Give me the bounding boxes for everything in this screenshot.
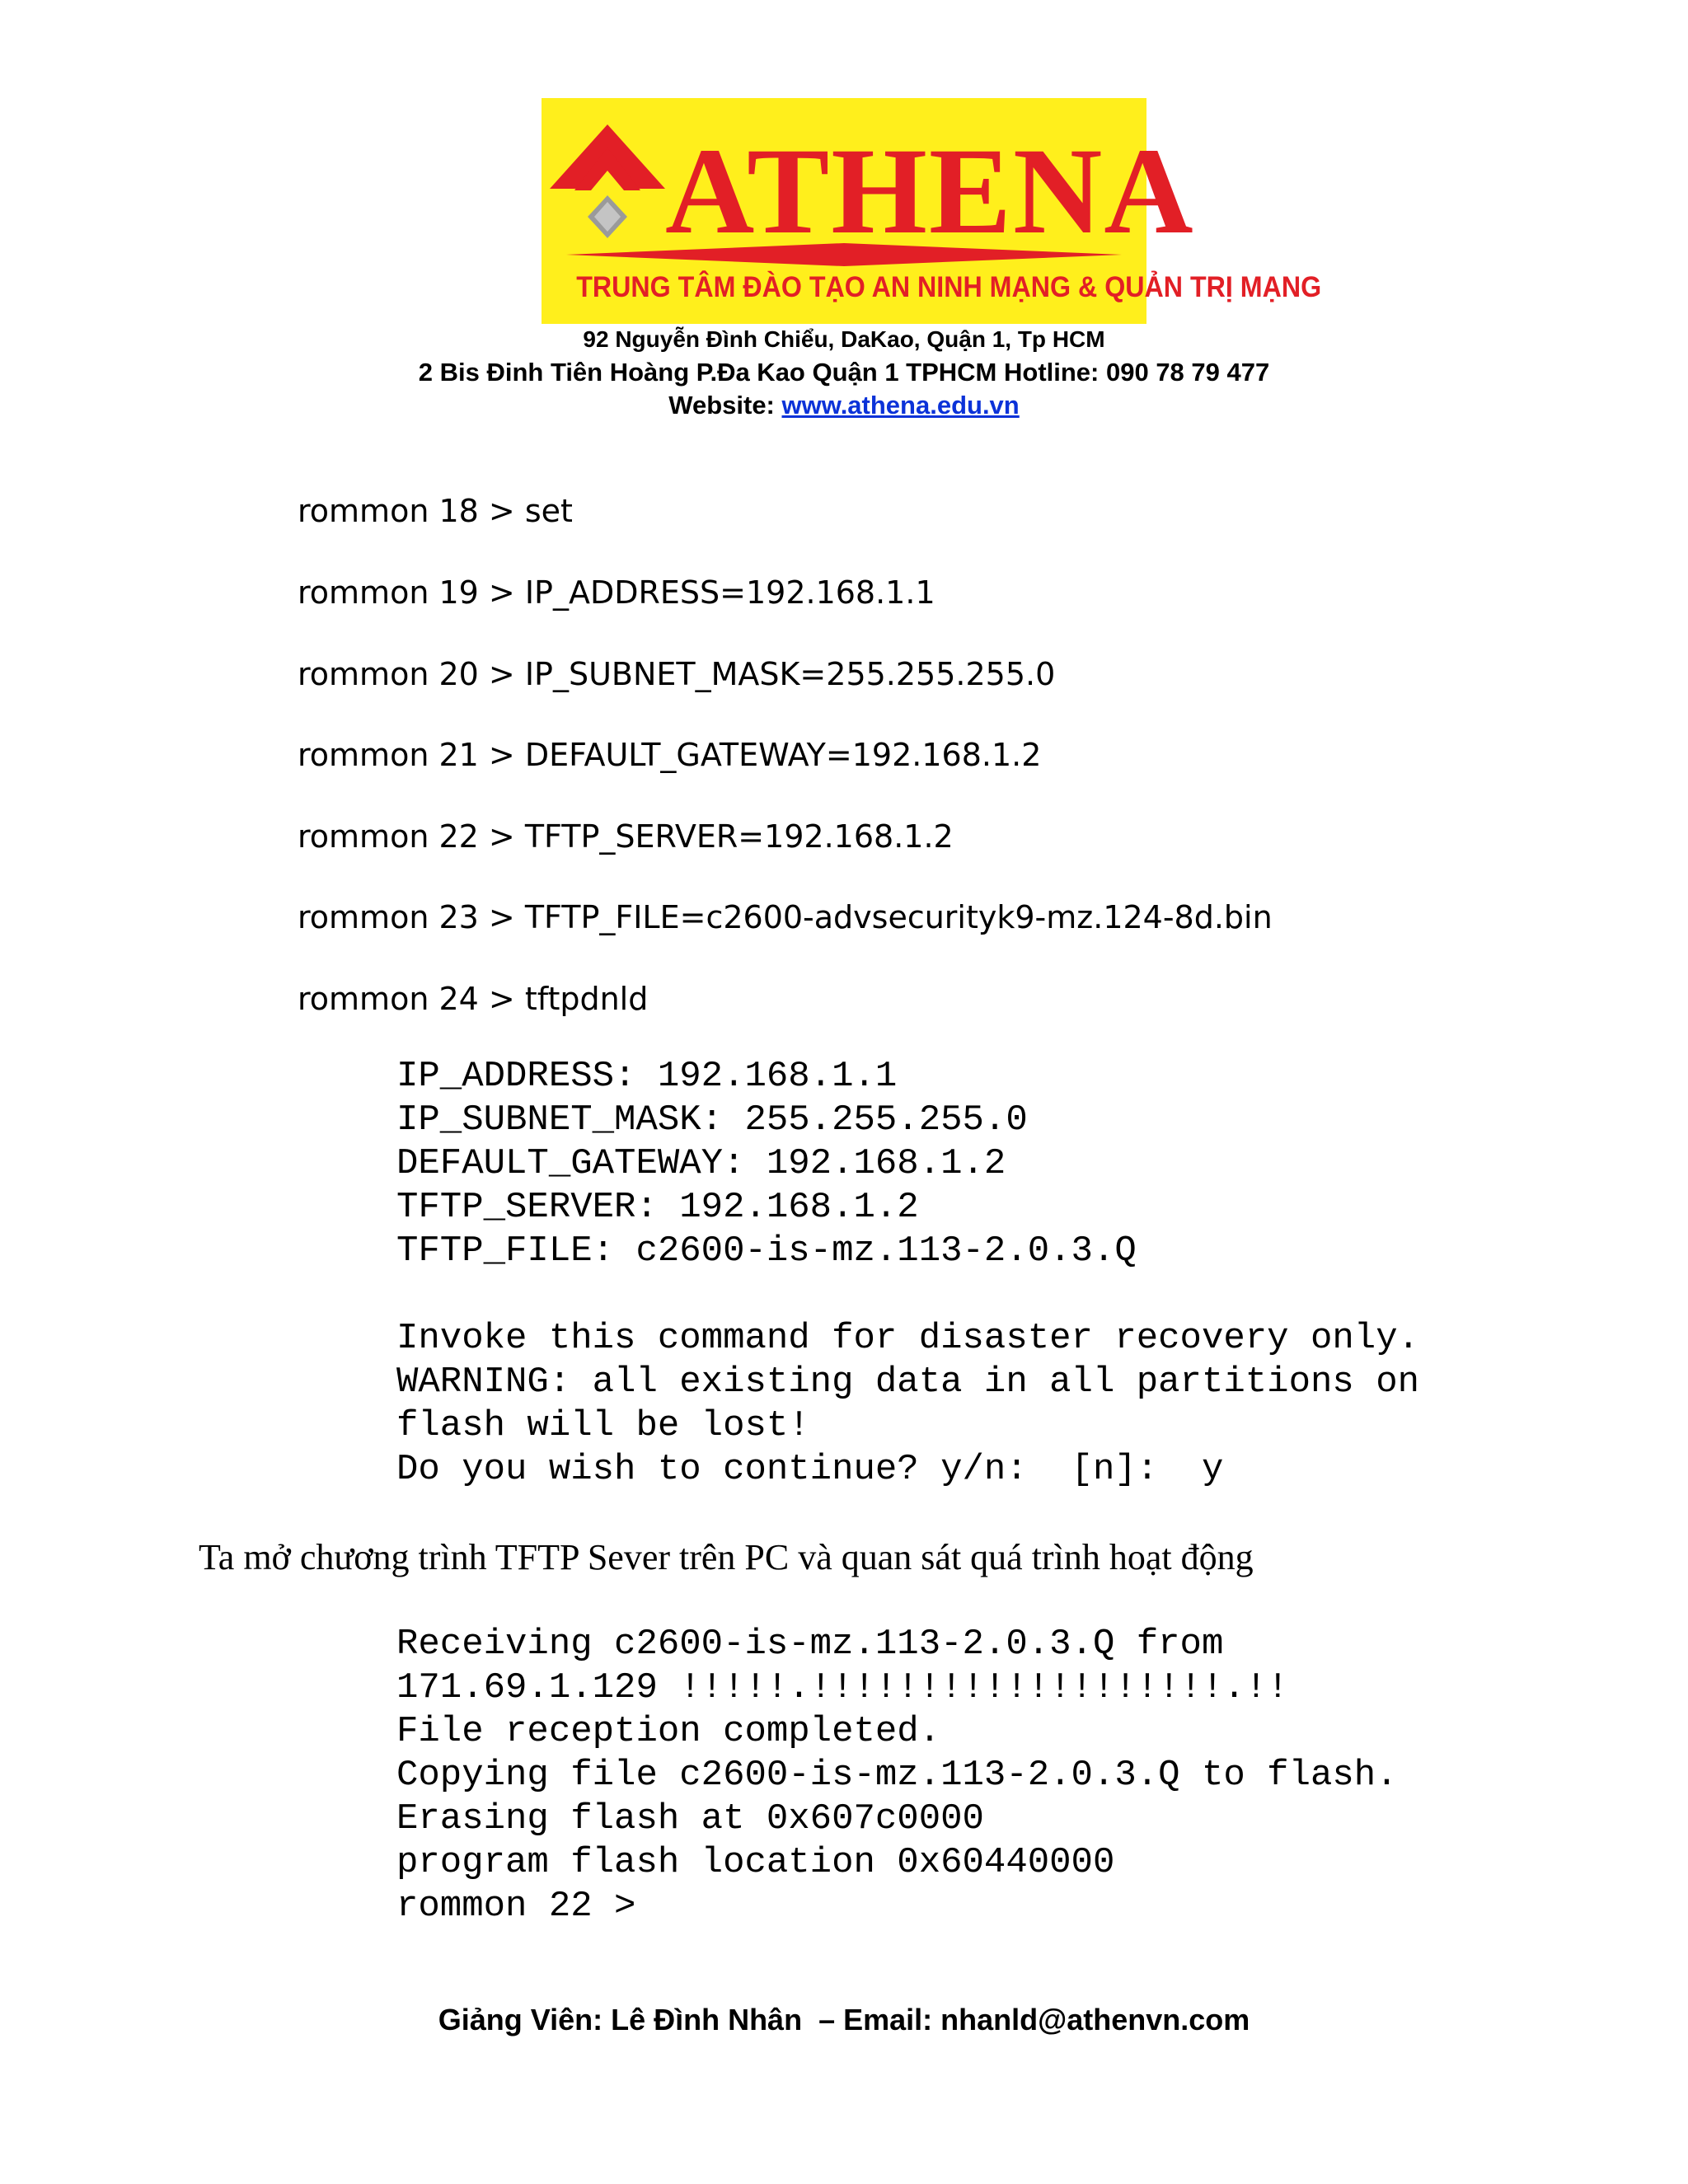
logo-wordmark: ATHENA <box>665 123 1195 260</box>
command-line: rommon 19 > IP_ADDRESS=192.168.1.1 <box>298 574 935 611</box>
logo-tagline: TRUNG TÂM ĐÀO TẠO AN NINH MẠNG & QUẢN TRỊ MẠNG <box>576 271 1322 303</box>
instruction-note: Ta mở chương trình TFTP Sever trên PC và quan sát quá trình hoạt động <box>199 1537 1254 1577</box>
command-line: rommon 24 > tftpdnld <box>298 981 649 1017</box>
website-line <box>0 389 1688 422</box>
athena-logo <box>542 98 1322 324</box>
page-footer: Giảng Viên: Lê Đình Nhân – Email: nhanld@athenvn.com <box>438 2003 1250 2036</box>
website-link[interactable]: www.athena.edu.vn <box>781 391 1020 419</box>
address-line-1: 92 Nguyễn Đình Chiểu, DaKao, Quận 1, Tp HCM <box>583 326 1105 352</box>
command-line: rommon 22 > TFTP_SERVER=192.168.1.2 <box>298 818 954 855</box>
command-line: rommon 23 > TFTP_FILE=c2600-advsecurityk9-mz.124-8d.bin <box>298 899 1273 935</box>
website-label: Website: <box>668 391 782 419</box>
command-line: rommon 20 > IP_SUBNET_MASK=255.255.255.0 <box>298 656 1056 692</box>
command-line: rommon 18 > set <box>298 493 573 529</box>
address-line-2: 2 Bis Đinh Tiên Hoàng P.Đa Kao Quận 1 TPHCM Hotline: 090 78 79 477 <box>418 358 1270 387</box>
terminal-output-transfer: Receiving c2600-is-mz.113-2.0.3.Q from 171.69.1.129 !!!!!.!!!!!!!!!!!!!!!!!!!.!! File reception completed. Copying file c2600-is-mz.113-2.0.3.Q to flash. Erasing flash at 0x607c0000 program flash location 0x60440000 rommon 22 > <box>396 1624 1398 1927</box>
terminal-output-tftpdnld: IP_ADDRESS: 192.168.1.1 IP_SUBNET_MASK: 255.255.255.0 DEFAULT_GATEWAY: 192.168.1.2 TFTP_SERVER: 192.168.1.2 TFTP_FILE: c2600-is-mz.113-2.0.3.Q Invoke this command for disaster recovery only. WARNING: all existing data in all partitions on flash will be lost! Do you wish to continue? y/n: [n]: y <box>396 1056 1420 1490</box>
command-line: rommon 21 > DEFAULT_GATEWAY=192.168.1.2 <box>298 737 1042 773</box>
